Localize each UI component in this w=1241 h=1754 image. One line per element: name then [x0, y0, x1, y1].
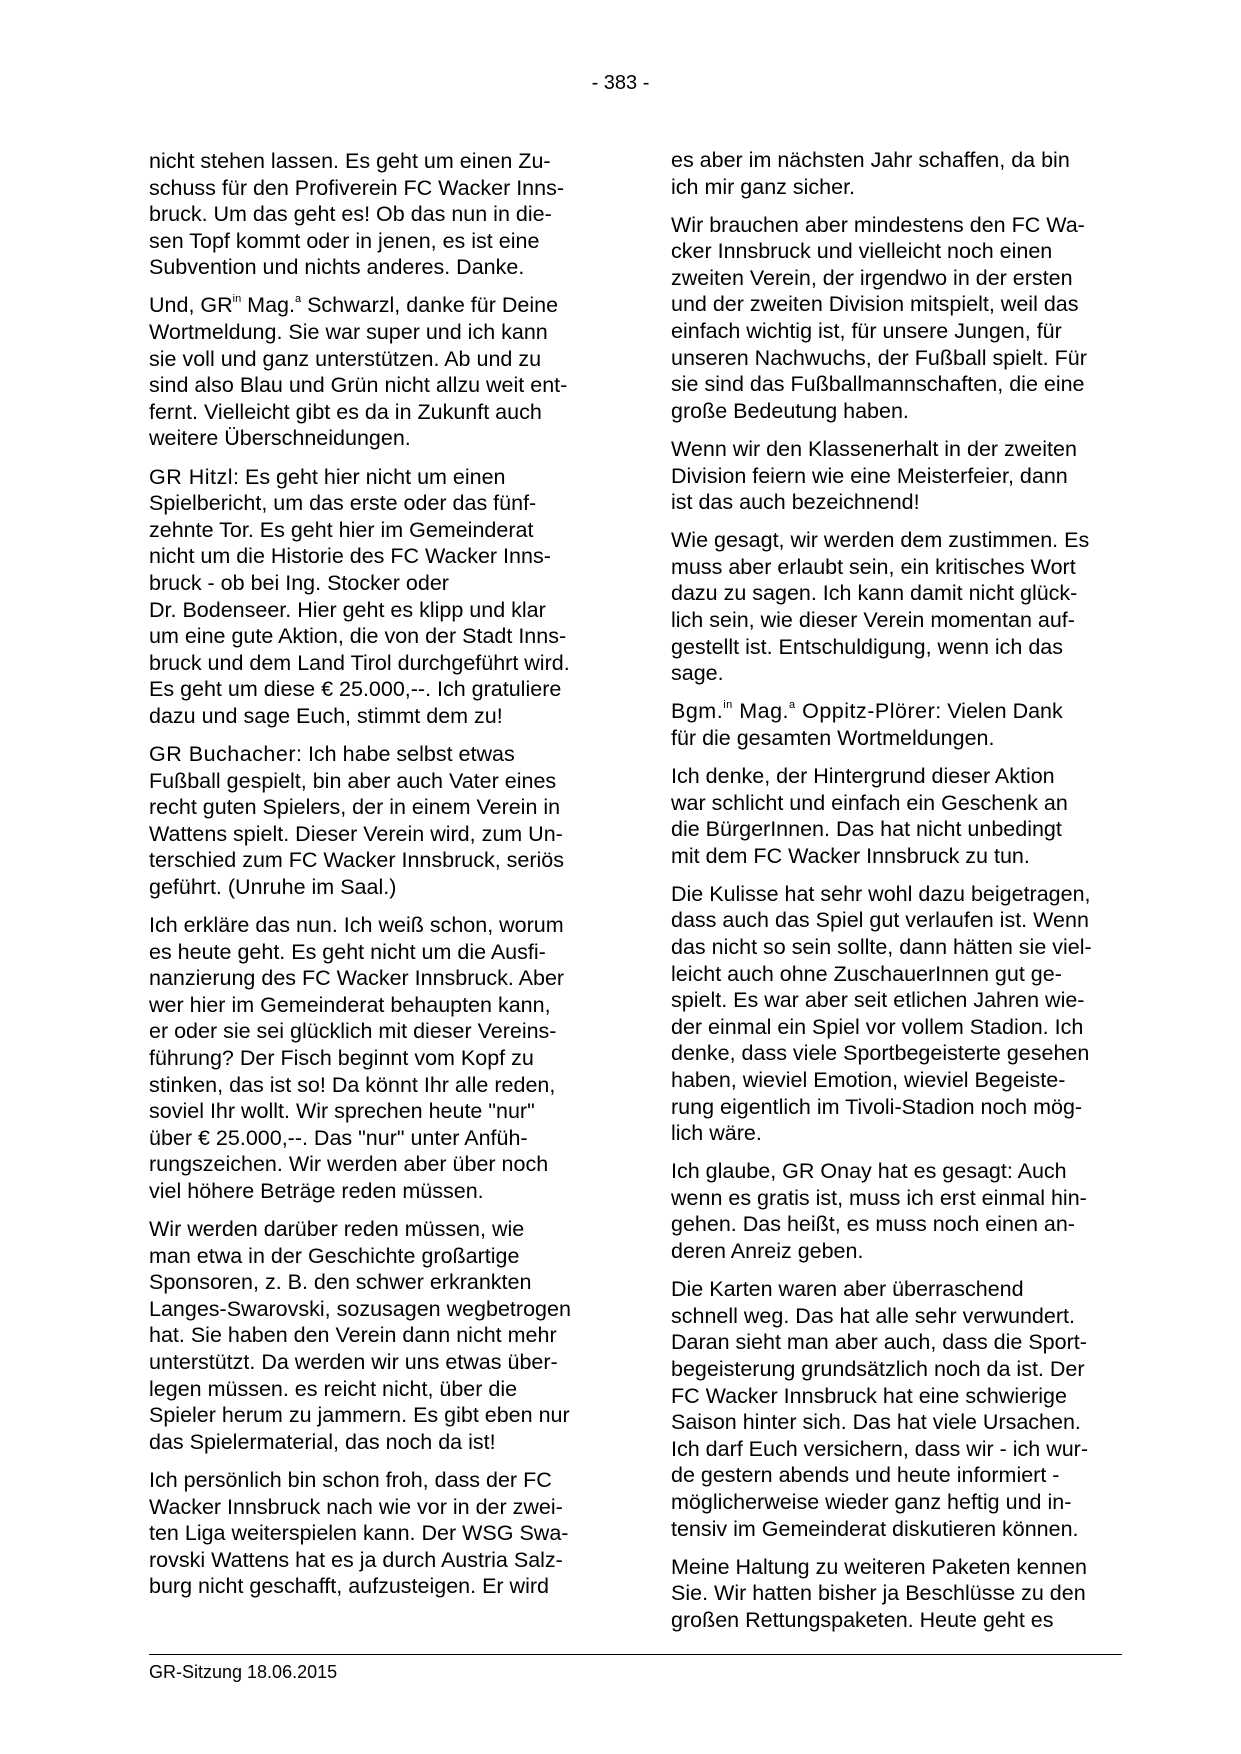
text-line: war schlicht und einfach ein Geschenk an	[671, 790, 1068, 815]
text-line: bruck - ob bei Ing. Stocker oder	[149, 570, 449, 595]
page-number: - 383 -	[591, 72, 650, 94]
text-line: Ich persönlich bin schon froh, dass der FC	[149, 1467, 552, 1492]
text-line: recht guten Spielers, der in einem Verein in	[149, 795, 561, 820]
text-line: wenn es gratis ist, muss ich erst einmal hin-	[671, 1185, 1087, 1210]
text-line: Wir brauchen aber mindestens den FC Wa-	[671, 212, 1085, 237]
paragraph	[671, 147, 1131, 200]
text-line: gestellt ist. Entschuldigung, wenn ich das	[671, 634, 1064, 659]
text-line: es heute geht. Es geht nicht um die Ausfi-	[149, 939, 546, 964]
text-line: fernt. Vielleicht gibt es da in Zukunft auch	[149, 399, 542, 424]
text-line: rovski Wattens hat es ja durch Austria Salz-	[149, 1547, 563, 1572]
text-line: zweiten Verein, der irgendwo in der ersten	[671, 265, 1073, 290]
text-line: FC Wacker Innsbruck hat eine schwierige	[671, 1383, 1067, 1408]
text-line: Wacker Innsbruck nach wie vor in der zwei-	[149, 1494, 563, 1519]
text-line: bruck und dem Land Tirol durchgeführt wird.	[149, 650, 570, 675]
paragraph	[149, 292, 609, 452]
text-line: über € 25.000,--. Das "nur" unter Anfüh-	[149, 1125, 528, 1150]
text-line: Langes-Swarovski, sozusagen wegbetrogen	[149, 1296, 571, 1321]
text-line: Ich darf Euch versichern, dass wir - ich wur-	[671, 1436, 1088, 1461]
paragraph	[149, 1216, 609, 1455]
text-line: um eine gute Aktion, die von der Stadt Inns-	[149, 624, 567, 649]
text-line: Es geht um diese € 25.000,--. Ich gratuliere	[149, 677, 562, 702]
right-column	[671, 147, 1131, 1645]
text-line: schnell weg. Das hat alle sehr verwundert.	[671, 1303, 1075, 1328]
text-line: das Spielermaterial, das noch da ist!	[149, 1429, 496, 1454]
text-line: schuss für den Profiverein FC Wacker Inns-	[149, 175, 565, 200]
text-line: stinken, das ist so! Da könnt Ihr alle reden,	[149, 1072, 556, 1097]
text-line: tensiv im Gemeinderat diskutieren können.	[671, 1516, 1079, 1541]
text-line: Ich denke, der Hintergrund dieser Aktion	[671, 763, 1055, 788]
text-line: lich sein, wie dieser Verein momentan auf-	[671, 608, 1075, 632]
text-line: soviel Ihr wollt. Wir sprechen heute "nur"	[149, 1099, 535, 1124]
text-line: die BürgerInnen. Das hat nicht unbedingt	[671, 817, 1062, 842]
text-line: er oder sie sei glücklich mit dieser Vereins-	[149, 1019, 557, 1044]
text-line: sen Topf kommt oder in jenen, es ist eine	[149, 228, 540, 253]
text-line: gehen. Das heißt, es muss noch einen an-	[671, 1212, 1075, 1237]
text-line: mit dem FC Wacker Innsbruck zu tun.	[671, 843, 1030, 868]
text-line: möglicherweise wieder ganz heftig und in-	[671, 1489, 1072, 1514]
text-line: Meine Haltung zu weiteren Paketen kennen	[671, 1554, 1087, 1579]
text-line: denke, dass viele Sportbegeisterte gesehen	[671, 1041, 1090, 1066]
text-line: Und, $GR^{in}$ Mag.$^a$ Schwarzl, danke für Deine	[149, 293, 559, 318]
paragraph	[671, 763, 1131, 869]
text-line: Dr. Bodenseer. Hier geht es klipp und klar	[149, 597, 546, 622]
footer-divider	[149, 1654, 1122, 1655]
text-line: großen Rettungspaketen. Heute geht es	[671, 1607, 1054, 1632]
text-line: Subvention und nichts anderes. Danke.	[149, 255, 525, 280]
text-line: ten Liga weiterspielen kann. Der WSG Swa-	[149, 1521, 569, 1546]
text-line: nicht um die Historie des FC Wacker Inns-	[149, 544, 551, 569]
text-line: deren Anreiz geben.	[671, 1239, 864, 1264]
paragraph	[671, 212, 1131, 425]
text-line: bruck. Um das geht es! Ob das nun in die-	[149, 202, 552, 227]
paragraph	[149, 741, 609, 901]
text-line: das nicht so sein sollte, dann hätten sie viel-	[671, 935, 1092, 960]
text-line: Fußball gespielt, bin aber auch Vater eines	[149, 768, 557, 793]
text-line: ich mir ganz sicher.	[671, 174, 856, 199]
text-line: rung eigentlich im Tivoli-Stadion noch mög-	[671, 1094, 1083, 1119]
text-line: sie voll und ganz unterstützen. Ab und zu	[149, 346, 542, 371]
text-line: sie sind das Fußballmannschaften, die eine	[671, 372, 1085, 397]
text-line: Spielbericht, um das erste oder das fünf-	[149, 491, 537, 516]
text-line: sind also Blau und Grün nicht allzu weit ent-	[149, 373, 568, 398]
text-line: dazu zu sagen. Ich kann damit nicht glück-	[671, 581, 1078, 606]
text-line: ist das auch bezeichnend!	[671, 490, 920, 515]
text-line: cker Innsbruck und vielleicht noch einen	[671, 239, 1053, 264]
text-line: unseren Nachwuchs, der Fußball spielt. Für	[671, 345, 1087, 370]
left-column	[149, 148, 609, 1611]
text-line: führung? Der Fisch beginnt vom Kopf zu	[149, 1046, 534, 1070]
paragraph	[149, 1467, 609, 1600]
text-line: Bgm.$^{in}$ Mag.$^a$ Oppitz-Plörer: Vielen Dank	[671, 699, 1063, 724]
text-line: burg nicht geschafft, aufzusteigen. Er wird	[149, 1574, 549, 1599]
text-line: es aber im nächsten Jahr schaffen, da bin	[671, 148, 1070, 172]
text-line: Die Karten waren aber überraschend	[671, 1277, 1024, 1302]
text-line: sage.	[671, 661, 724, 686]
text-line: hat. Sie haben den Verein dann nicht mehr	[149, 1323, 557, 1348]
text-line: zehnte Tor. Es geht hier im Gemeinderat	[149, 517, 534, 542]
paragraph	[671, 436, 1131, 516]
paragraph	[671, 1276, 1131, 1542]
paragraph	[671, 881, 1131, 1147]
text-line: für die gesamten Wortmeldungen.	[671, 725, 995, 750]
text-line: viel höhere Beträge reden müssen.	[149, 1178, 484, 1203]
text-line: Spieler herum zu jammern. Es gibt eben nur	[149, 1403, 570, 1428]
text-line: lich wäre.	[671, 1121, 762, 1146]
text-line: Daran sieht man aber auch, dass die Sport-	[671, 1330, 1087, 1355]
text-line: Division feiern wie eine Meisterfeier, dann	[671, 463, 1068, 488]
text-line: haben, wieviel Emotion, wieviel Begeiste-	[671, 1068, 1066, 1092]
text-line: dazu und sage Euch, stimmt dem zu!	[149, 703, 503, 728]
text-line: Wattens spielt. Dieser Verein wird, zum Un-	[149, 821, 563, 846]
text-line: Wie gesagt, wir werden dem zustimmen. Es	[671, 528, 1090, 553]
text-line: dass auch das Spiel gut verlaufen ist. Wenn	[671, 908, 1089, 933]
text-line: wer hier im Gemeinderat behaupten kann,	[149, 992, 551, 1017]
text-line: einfach wichtig ist, für unsere Jungen, für	[671, 319, 1062, 344]
text-line: de gestern abends und heute informiert -	[671, 1463, 1060, 1488]
text-line: rungszeichen. Wir werden aber über noch	[149, 1152, 549, 1177]
paragraph	[149, 148, 609, 281]
text-line: legen müssen. es reicht nicht, über die	[149, 1376, 518, 1401]
text-line: große Bedeutung haben.	[671, 398, 909, 423]
text-line: terschied zum FC Wacker Innsbruck, seriös	[149, 848, 564, 873]
text-line: Die Kulisse hat sehr wohl dazu beigetragen,	[671, 881, 1091, 906]
text-line: weitere Überschneidungen.	[149, 426, 411, 451]
text-line: Wortmeldung. Sie war super und ich kann	[149, 320, 548, 345]
text-line: Wir werden darüber reden müssen, wie	[149, 1217, 525, 1242]
text-line: man etwa in der Geschichte großartige	[149, 1243, 520, 1268]
text-line: GR Buchacher: Ich habe selbst etwas	[149, 741, 515, 766]
text-line: spielt. Es war aber seit etlichen Jahren wie-	[671, 988, 1085, 1013]
text-line: Ich glaube, GR Onay hat es gesagt: Auch	[671, 1159, 1067, 1184]
paragraph	[671, 1554, 1131, 1634]
footer-session-date: GR-Sitzung 18.06.2015	[149, 1662, 338, 1682]
text-line: unterstützt. Da werden wir uns etwas über-	[149, 1350, 558, 1375]
text-line: GR Hitzl: Es geht hier nicht um einen	[149, 464, 506, 489]
paragraph	[671, 698, 1131, 751]
paragraph	[149, 464, 609, 730]
text-line: muss aber erlaubt sein, ein kritisches Wort	[671, 554, 1076, 579]
text-line: leicht auch ohne ZuschauerInnen gut ge-	[671, 961, 1062, 986]
text-line: und der zweiten Division mitspielt, weil das	[671, 292, 1079, 317]
text-line: Saison hinter sich. Das hat viele Ursachen.	[671, 1410, 1081, 1435]
text-line: geführt. (Unruhe im Saal.)	[149, 874, 397, 899]
paragraph	[149, 912, 609, 1205]
text-line: begeisterung grundsätzlich noch da ist. Der	[671, 1356, 1085, 1381]
paragraph	[671, 1158, 1131, 1264]
text-line: Wenn wir den Klassenerhalt in der zweiten	[671, 436, 1077, 461]
text-line: Sponsoren, z. B. den schwer erkrankten	[149, 1270, 532, 1295]
text-line: Sie. Wir hatten bisher ja Beschlüsse zu den	[671, 1581, 1086, 1606]
text-line: der einmal ein Spiel vor vollem Stadion. Ich	[671, 1014, 1084, 1039]
text-line: Ich erkläre das nun. Ich weiß schon, worum	[149, 913, 564, 938]
paragraph	[671, 527, 1131, 687]
text-line: nicht stehen lassen. Es geht um einen Zu-	[149, 149, 551, 173]
text-line: nanzierung des FC Wacker Innsbruck. Aber	[149, 966, 565, 991]
